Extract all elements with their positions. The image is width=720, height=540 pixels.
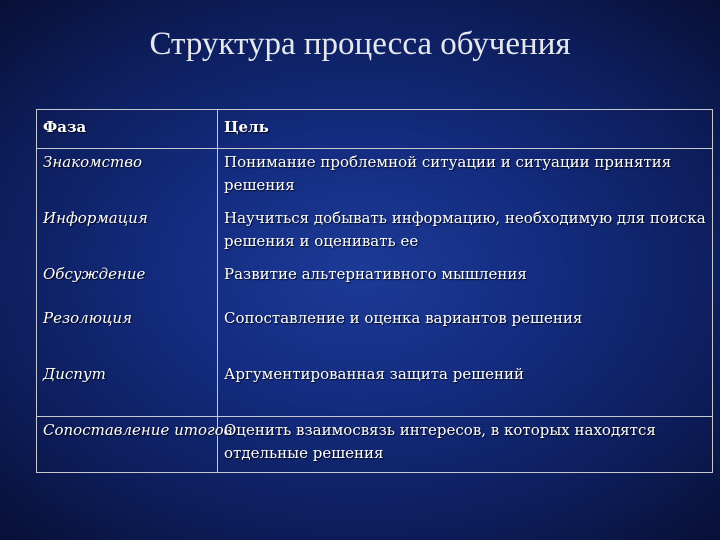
goal-cell: Развитие альтернативного мышления — [218, 261, 713, 305]
table-row — [37, 261, 713, 305]
phase-goal-table — [36, 109, 713, 473]
header-phase: Фаза — [37, 110, 218, 149]
goal-cell: Понимание проблемной ситуации и ситуации принятия решения — [218, 149, 713, 205]
goal-cell: Оценить взаимосвязь интересов, в которых находятся отдельные решения — [218, 417, 713, 473]
phase-cell: Резолюция — [37, 305, 218, 361]
phase-cell: Диспут — [37, 361, 218, 417]
goal-cell: Научиться добывать информацию, необходимую для поиска решения и оценивать ее — [218, 205, 713, 261]
table-row — [37, 417, 713, 473]
table-row — [37, 361, 713, 417]
phase-cell: Информация — [37, 205, 218, 261]
phase-cell: Знакомство — [37, 149, 218, 205]
table-row — [37, 149, 713, 205]
slide-title: Структура процесса обучения — [149, 26, 571, 62]
learning-process-table — [36, 109, 713, 469]
table-header-row — [37, 110, 713, 149]
goal-cell: Сопоставление и оценка вариантов решения — [218, 305, 713, 361]
phase-cell: Обсуждение — [37, 261, 218, 305]
phase-cell: Сопоставление итогов — [37, 417, 218, 473]
table-row — [37, 205, 713, 261]
goal-cell: Аргументированная защита решений — [218, 361, 713, 417]
table-row — [37, 305, 713, 361]
header-goal: Цель — [218, 110, 713, 149]
